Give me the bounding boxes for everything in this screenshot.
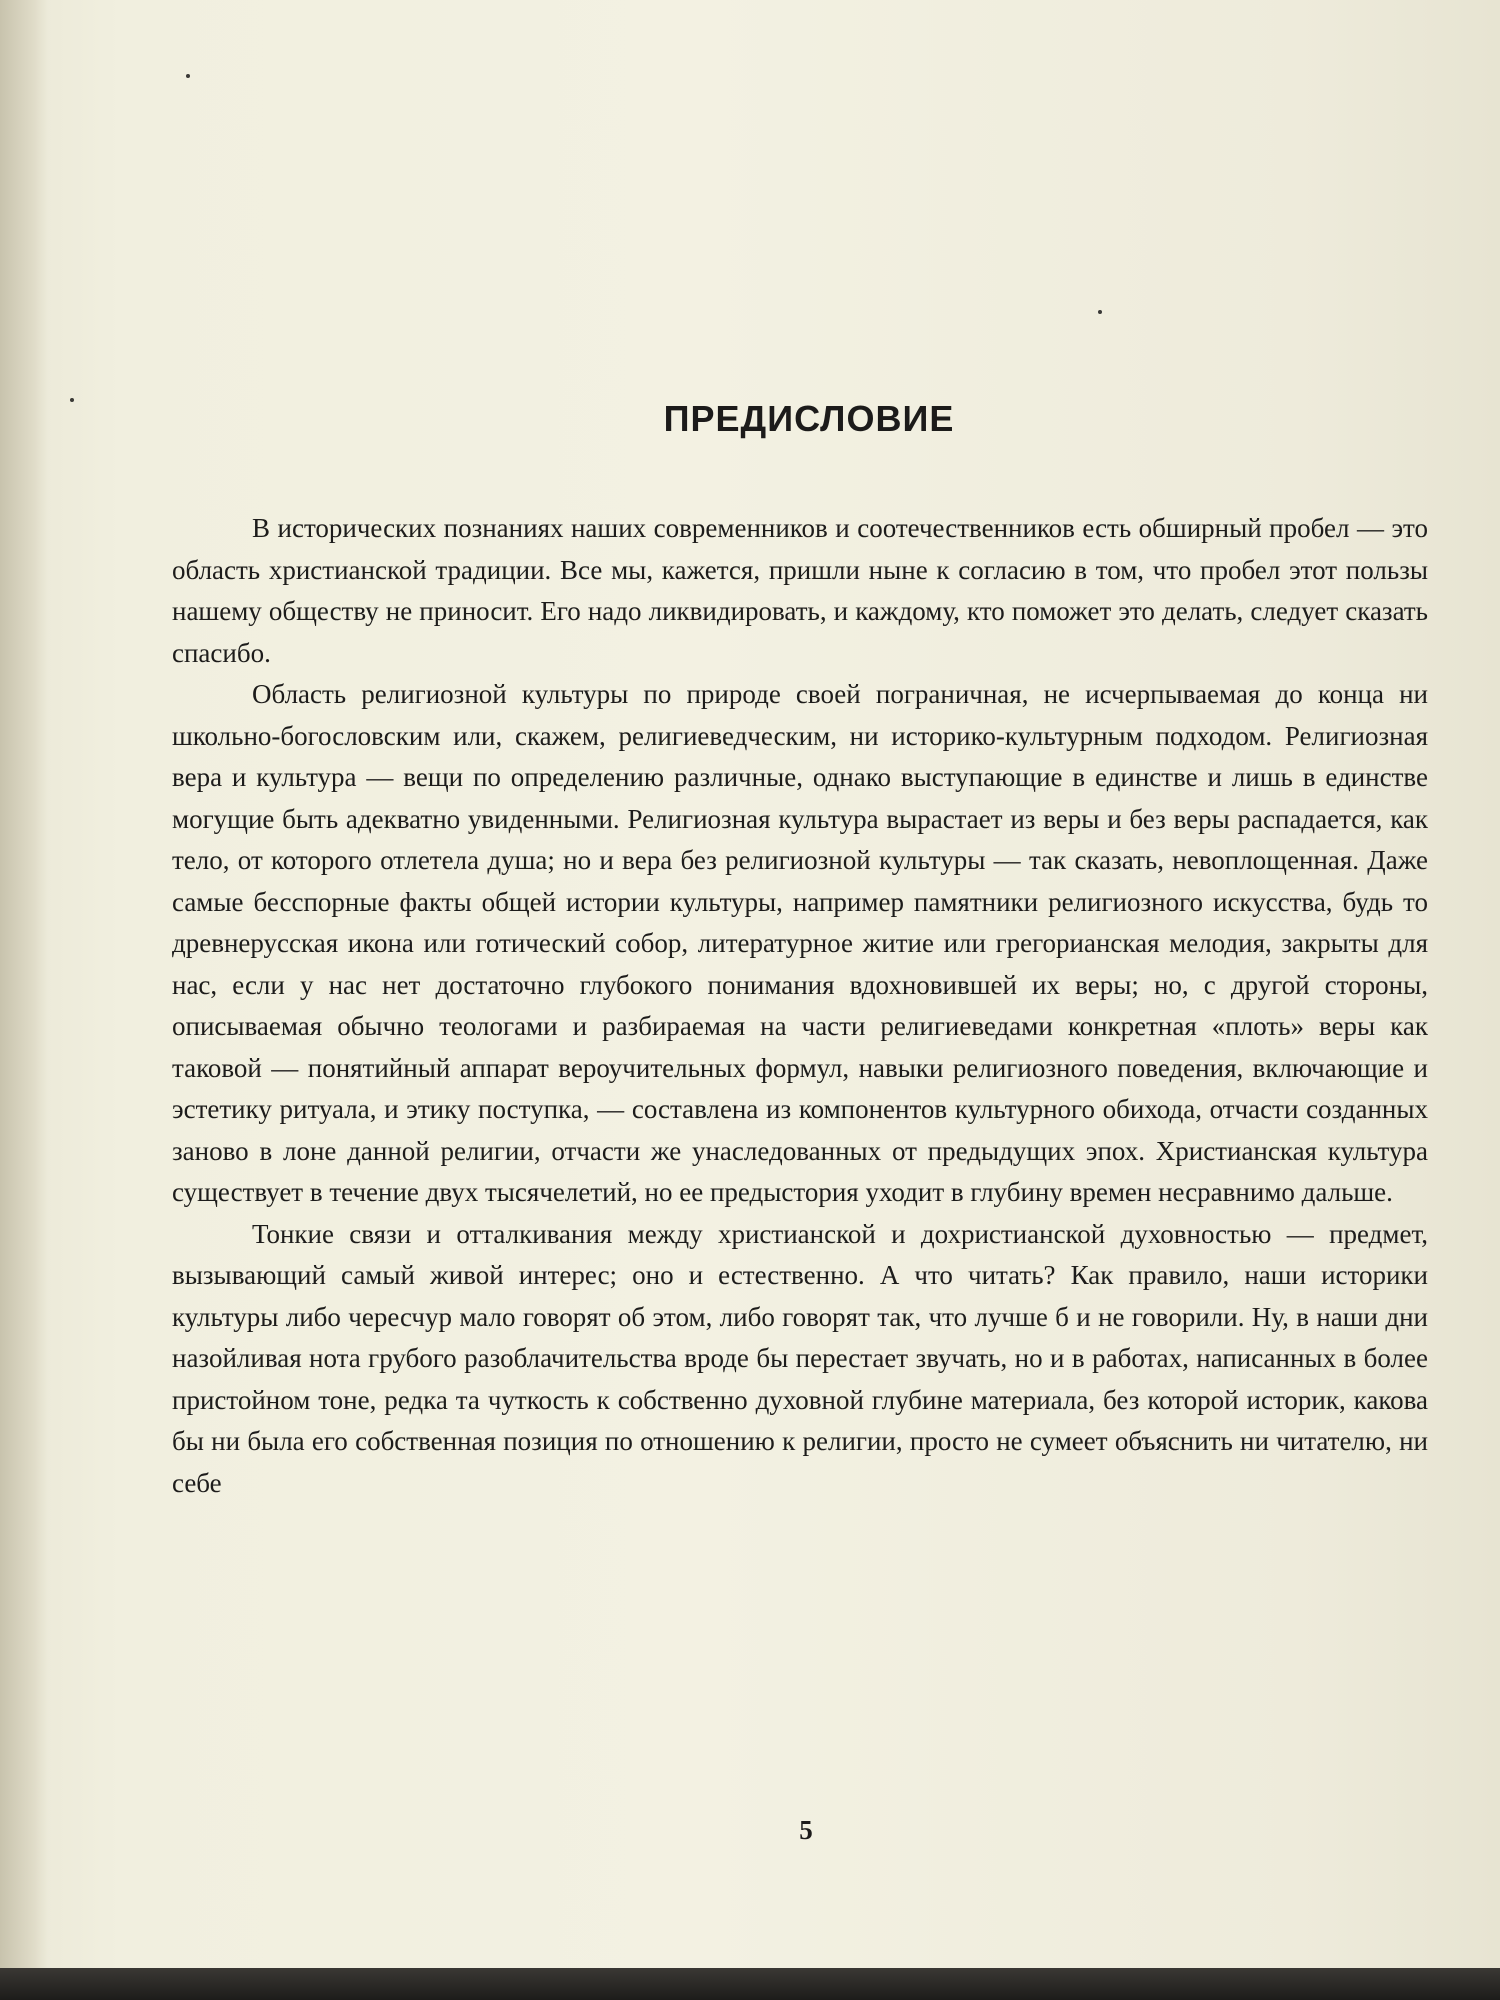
body-text — [172, 508, 1428, 1504]
page-binding-edge — [0, 0, 48, 1968]
page-heading: ПРЕДИСЛОВИЕ — [663, 398, 955, 439]
paragraph-2: Область религиозной культуры по природе своей пограничная, не исчерпываемая до конца ни школьно-богословским или, скажем, религиеведческим, ни историко-культурным подходом. Религиозная вера и культура — вещи по определению различные, однако выступающие в единстве и лишь в единстве могущие быть адекватно увиденными. Религиозная культура вырастает из веры и без веры распадается, как тело, от которого отлетела душа; но и вера без религиозной культуры — так сказать, невоплощенная. Даже самые бесспорные факты общей истории культуры, например памятники религиозного искусства, будь то древнерусская икона или готический собор, литературное житие или грегорианская мелодия, закрыты для нас, если у нас нет достаточно глубокого понимания вдохновившей их веры; но, с другой стороны, описываемая обычно теологами и разбираемая на части религиеведами конкретная «плоть» веры как таковой — понятийный аппарат вероучительных формул, навыки религиозного поведения, включающие и эстетику ритуала, и этику поступка, — составлена из компонентов культурного обихода, отчасти созданных заново в лоне данной религии, отчасти же унаследованных от предыдущих эпох. Христианская культура существует в течение двух тысячелетий, но ее предыстория уходит в глубину времен несравнимо дальше. — [172, 679, 1428, 1207]
paragraph-3: Тонкие связи и отталкивания между христианской и дохристианской духовностью — предмет, вызывающий самый живой интерес; оно и естественно. А что читать? Как правило, наши историки культуры либо чересчур мало говорят об этом, либо говорят так, что лучше б и не говорили. Ну, в наши дни назойливая нота грубого разоблачительства вроде бы перестает звучать, но и в работах, написанных в более пристойном тоне, редка та чуткость к собственно духовной глубине материала, без которой историк, какова бы ни была его собственная позиция по отношению к религии, просто не сумеет объяснить ни читателю, ни себе — [172, 1218, 1428, 1498]
background-surface — [0, 1968, 1500, 2000]
print-speck — [1098, 310, 1102, 314]
print-speck — [186, 74, 190, 78]
page-number: 5 — [799, 1815, 813, 1845]
paragraph-1: В исторических познаниях наших современников и соотечественников есть обширный пробел — это область христианской традиции. Все мы, кажется, пришли ныне к согласию в том, что пробел этот пользы нашему обществу не приносит. Его надо ликвидировать, и каждому, кто поможет это делать, следует сказать спасибо. — [172, 513, 1428, 668]
